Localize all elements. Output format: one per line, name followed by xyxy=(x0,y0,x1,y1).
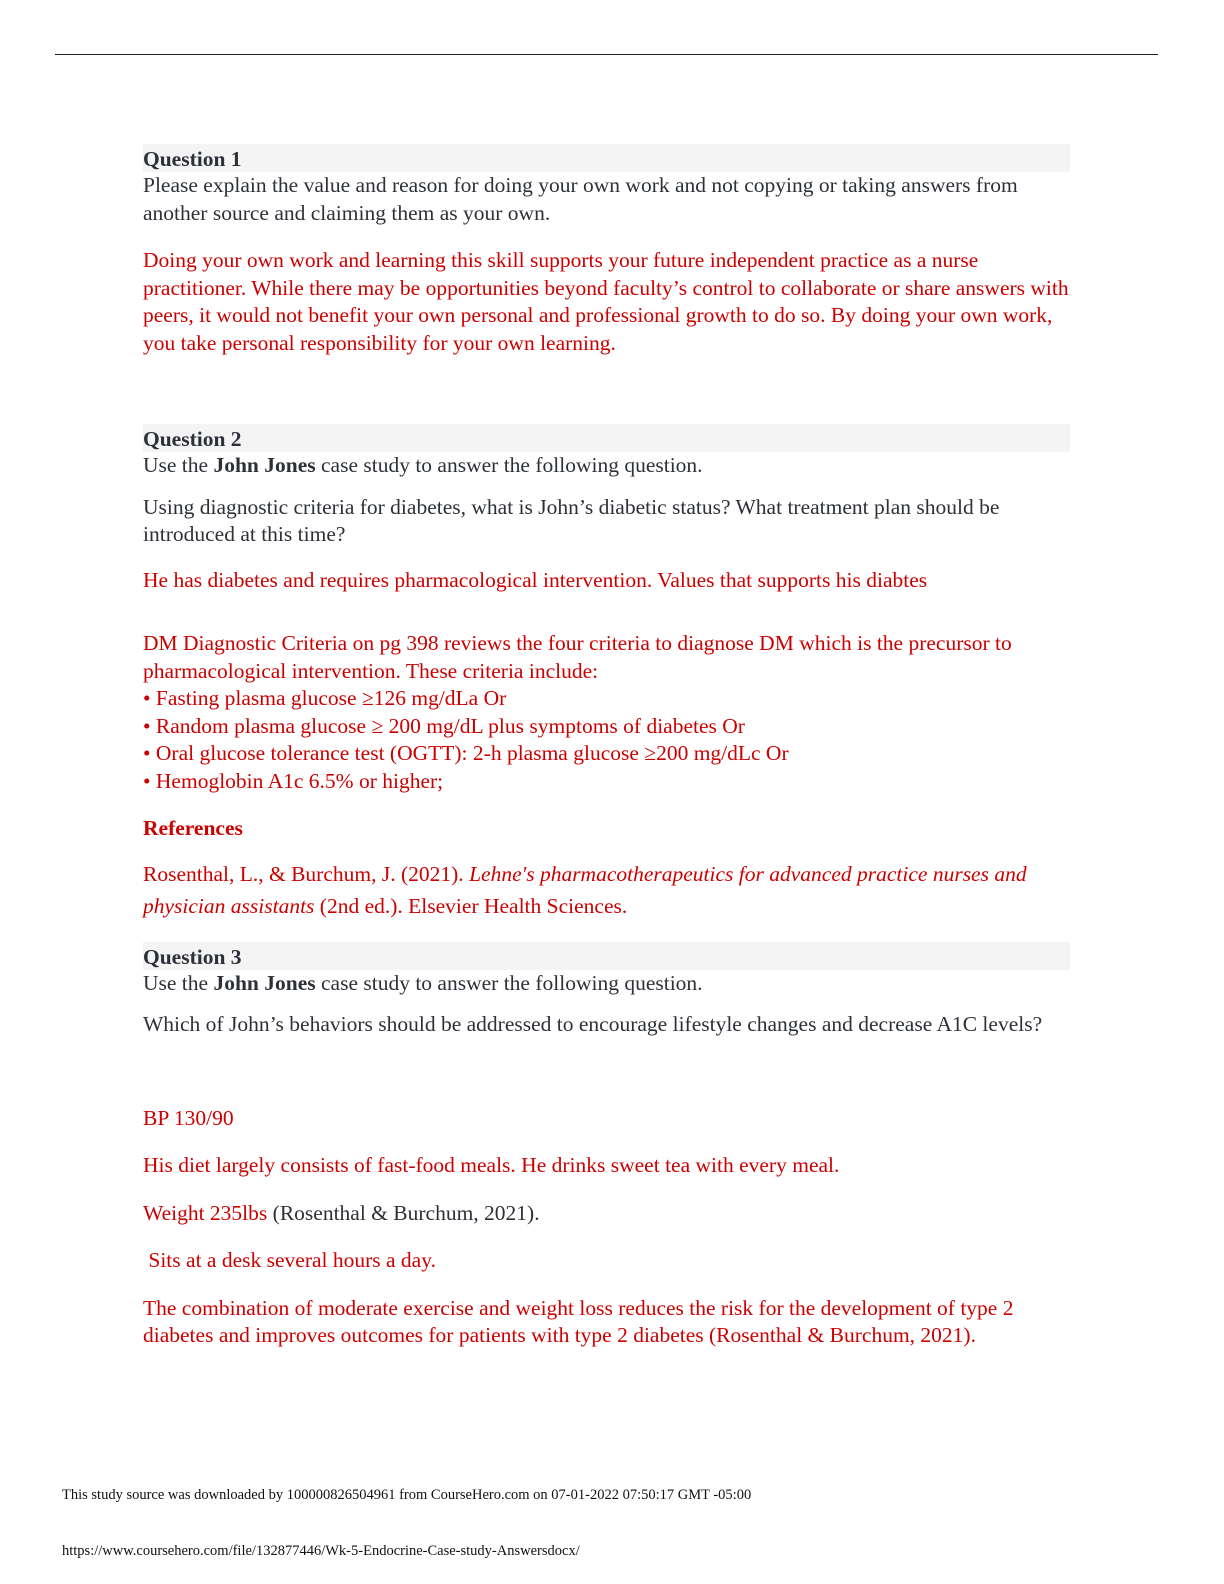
criteria-item: • Fasting plasma glucose ≥126 mg/dLa Or xyxy=(143,685,1070,713)
question-2-prompt: Using diagnostic criteria for diabetes, what is John’s diabetic status? What treatment plan should be introduced at this time? xyxy=(143,494,1000,546)
question-1-answer: Doing your own work and learning this skill supports your future independent practice as a nurse practitioner. While there may be opportunities beyond faculty’s control to collaborate or share answers with peers, it would not benefit your own personal and professional growth to do so. By doing your own work, you take personal responsibility for your own learning. xyxy=(143,248,1069,355)
reference-citation: Rosenthal, L., & Burchum, J. (2021). Lehne's pharmacotherapeutics for advanced practice nurses and physician assistants (2nd ed.). Elsevier Health Sciences. xyxy=(143,861,1027,918)
question-2-heading: Question 2 xyxy=(143,424,1070,452)
reference-title: Lehne's pharmacotherapeutics for advanced practice nurses and physician assistants xyxy=(143,861,1027,918)
top-rule xyxy=(55,54,1158,55)
question-2-answer: He has diabetes and requires pharmacological intervention. Values that supports his diabtes xyxy=(143,567,928,592)
case-name: John Jones xyxy=(213,970,316,995)
download-notice: This study source was downloaded by 100000826504961 from CourseHero.com on 07-01-2022 07:50:17 GMT -05:00 xyxy=(62,1487,752,1503)
question-3-prompt: Which of John’s behaviors should be addressed to encourage lifestyle changes and decrease A1C levels? xyxy=(143,1012,1043,1036)
answer-conclusion: The combination of moderate exercise and weight loss reduces the risk for the development of type 2 diabetes and improves outcomes for patients with type 2 diabetes (Rosenthal & Burchum, 2021). xyxy=(143,1295,1014,1347)
source-url[interactable]: https://www.coursehero.com/file/132877446/Wk-5-Endocrine-Case-study-Answersdocx/ xyxy=(62,1543,580,1559)
answer-diet: His diet largely consists of fast-food meals. He drinks sweet tea with every meal. xyxy=(143,1153,840,1177)
question-1-heading: Question 1 xyxy=(143,144,1070,172)
criteria-item: • Oral glucose tolerance test (OGTT): 2-h plasma glucose ≥200 mg/dLc Or xyxy=(143,740,1070,768)
criteria-item: • Hemoglobin A1c 6.5% or higher; xyxy=(143,768,1070,796)
question-3-intro: Use the John Jones case study to answer the following question. xyxy=(143,970,703,995)
criteria-list xyxy=(143,685,1070,795)
criteria-item: • Random plasma glucose ≥ 200 mg/dL plus symptoms of diabetes Or xyxy=(143,713,1070,741)
answer-bp: BP 130/90 xyxy=(143,1105,234,1130)
case-name: John Jones xyxy=(213,453,316,477)
question-2-intro: Use the John Jones case study to answer the following question. xyxy=(143,453,703,477)
question-3-heading: Question 3 xyxy=(143,942,1070,970)
question-1-prompt: Please explain the value and reason for doing your own work and not copying or taking answers from another source and claiming them as your own. xyxy=(143,173,1018,225)
document-body xyxy=(143,144,1070,1350)
criteria-intro: DM Diagnostic Criteria on pg 398 reviews the four criteria to diagnose DM which is the precursor to pharmacological intervention. These criteria include: xyxy=(143,631,1012,683)
references-heading: References xyxy=(143,816,243,840)
answer-desk: Sits at a desk several hours a day. xyxy=(143,1248,436,1272)
answer-weight: Weight 235lbs (Rosenthal & Burchum, 2021). xyxy=(143,1200,540,1225)
